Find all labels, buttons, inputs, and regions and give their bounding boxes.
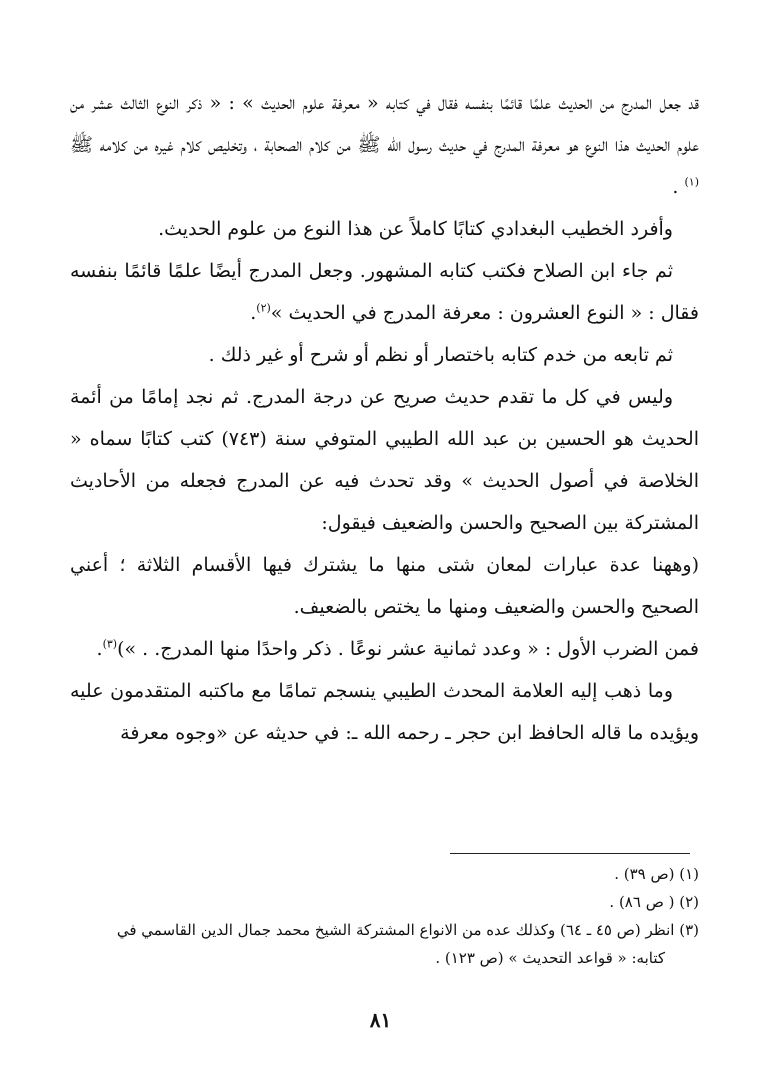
paragraph-5: وليس في كل ما تقدم حديث صريح عن درجة المدرج. ثم نجد إمامًا من أئمة الحديث هو الحسين بن عبد الله الطيبي المتوفي سنة (٧٤٣) كتب كتابًا سماه « الخلاصة في أصول الحديث » وقد تحدث فيه عن المدرج فجعله من الأحاديث المشتركة بين الصحيح والحسن والضعيف فيقول: [70,386,699,534]
footnote-3: (٣) انظر (ص ٤٥ ـ ٦٤) وكذلك عده من الانواع المشتركة الشيخ محمد جمال الدين القاسمي في [116,921,699,939]
paragraph-1: قد جعل المدرج من الحديث علمًا قائمًا بنفسه فقال في كتابه « معرفة علوم الحديث » : « ذكر النوع الثالث عشر من علوم الحديث هذا النوع هو معرفة المدرج في حديث رسول الله ﷺ من كلام الصحابة ، وتخليص كلام غيره من كلامه ﷺ $^{(١)}$ . [70,92,699,198]
paragraph-7: فمن الضرب الأول : « وعدد ثمانية عشر نوعًا . ذكر واحدًا منها المدرج. . »)$^{(٣)}$. [96,637,699,660]
paragraph-3: ثم جاء ابن الصلاح فكتب كتابه المشهور. وجعل المدرج أيضًا علمًا قائمًا بنفسه فقال : « النوع العشرون : معرفة المدرج في الحديث »$^{(٢)}$. [70,260,699,324]
footnote-ref-3[interactable]: (٣) [102,637,118,651]
footnote-divider [450,853,690,854]
footnote-ref-1[interactable]: (١) [684,175,699,189]
footnote-3-continued: كتابه: « قواعد التحديث » (ص ١٢٣) . [435,949,665,967]
footnote-ref-2[interactable]: (٢) [256,301,271,315]
footnotes [70,860,699,972]
paragraph-6: (وههنا عدة عبارات لمعان شتى منها ما يشترك فيها الأقسام الثلاثة ؛ أعني الصحيح والحسن والضعيف ومنها ما يختص بالضعيف. [70,554,699,618]
paragraph-8: وما ذهب إليه العلامة المحدث الطيبي ينسجم تمامًا مع ماكتبه المتقدمون عليه ويؤيده ما قاله الحافظ ابن حجر ـ رحمه الله ـ: في حديثه عن «وجوه معرفة [70,680,699,744]
paragraph-2: وأفرد الخطيب البغدادي كتابًا كاملاً عن هذا النوع من علوم الحديث. [158,218,673,240]
page-number: ٨١ [369,1008,392,1032]
footnote-2: (٢) ( ص ٨٦) . [609,893,699,911]
footnote-1: (١) (ص ٣٩) . [614,865,699,883]
main-text [70,82,699,754]
paragraph-4: ثم تابعه من خدم كتابه باختصار أو نظم أو شرح أو غير ذلك . [208,344,673,366]
